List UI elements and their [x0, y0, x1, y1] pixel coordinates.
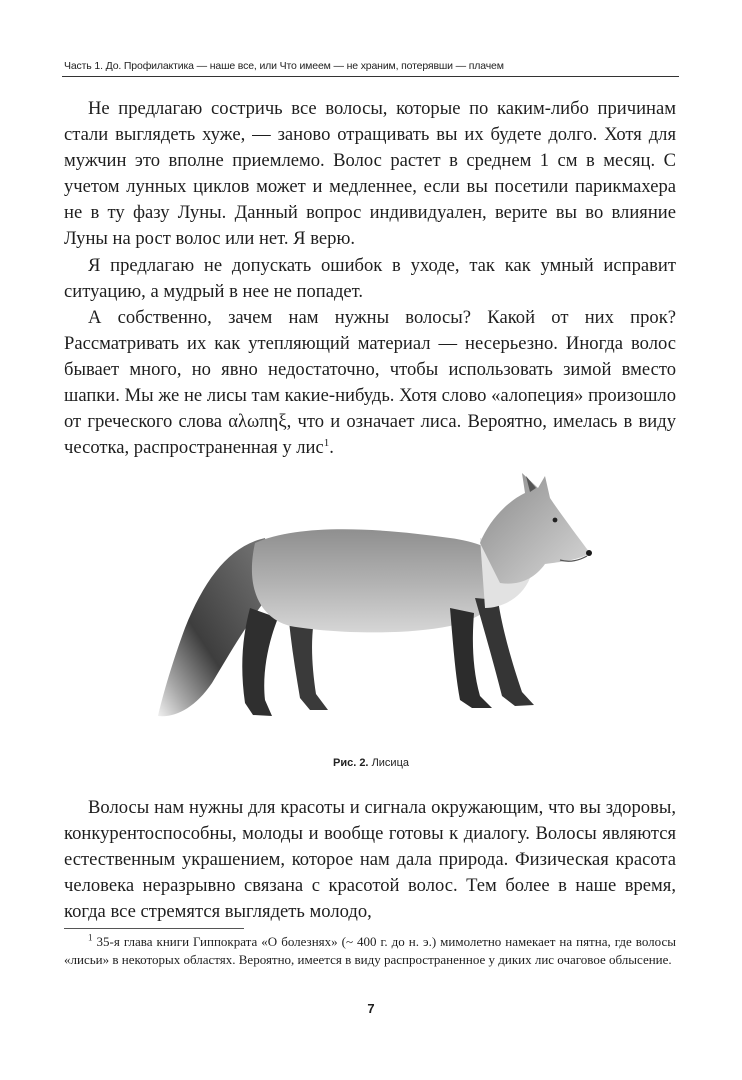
fox-hind-leg-left	[242, 608, 278, 716]
fox-figure	[150, 468, 595, 730]
paragraph-3: А собственно, зачем нам нужны волосы? Какой от них прок? Рассматривать их как утепляющий материал — несерьезно. Иногда волос бывает много, но явно недостаточно, чтобы использовать зимой вместо шапки. Мы же не лисы там какие-нибудь. Хотя слово «алопеция» произошло от греческого слова αλωπηξ, что и означает лиса. Вероятно, имелась в виду чесотка, распространенная у лис$^1$.	[64, 306, 676, 459]
figure-caption-label: Рис. 2.	[332, 757, 369, 769]
footnote-ref: 1	[323, 437, 330, 450]
fox-nose	[586, 550, 592, 556]
footnote	[64, 933, 676, 968]
fox-body	[252, 529, 515, 632]
page-number: 7	[367, 1001, 375, 1016]
paragraph-2: Я предлагаю не допускать ошибок в уходе, так как умный исправит ситуацию, а мудрый в нее не попадет.	[64, 254, 676, 302]
fox-front-leg-right	[475, 598, 534, 706]
fox-head	[480, 473, 590, 584]
figure-caption	[0, 757, 742, 769]
fox-illustration	[150, 468, 595, 730]
paragraph-1: Не предлагаю состричь все волосы, которые по каким-либо причинам стали выглядеть хуже, — заново отращивать вы их будете долго. Хотя для мужчин это вполне приемлемо. Волос растет в среднем 1 см в месяц. С учетом лунных циклов может и медленнее, если вы посетили парикмахера не в ту фазу Луны. Данный вопрос индивидуален, верите вы во влияние Луны на рост волос или нет. Я верю.	[64, 98, 676, 250]
paragraph-3-text: А собственно, зачем нам нужны волосы? Какой от них прок? Рассматривать их как утепляющий материал — несерьезно. Иногда волос бывает много, но явно недостаточно, чтобы использовать зимой вместо шапки. Мы же не лисы там какие-нибудь. Хотя слово «алопеция» произошло от греческого слова αλωπηξ, что и означает лиса. Вероятно, имелась в виду чесотка, распространенная у лис	[64, 306, 676, 459]
header-rule	[62, 76, 679, 77]
figure-caption-text: Лисица	[371, 757, 409, 769]
fox-eye	[553, 518, 558, 523]
paragraph-4: Волосы нам нужны для красоты и сигнала окружающим, что вы здоровы, конкурентоспособны, молоды и вообще готовы к диалогу. Волосы являются естественным украшением, которое нам дала природа. Физическая красота человека неразрывно связана с красотой волос. Тем более в наше время, когда все стремятся выглядеть молодо,	[64, 797, 676, 923]
body-text-bottom	[64, 795, 676, 925]
running-head: Часть 1. До. Профилактика — наше все, или Что имеем — не храним, потерявши — плачем	[64, 60, 504, 72]
footnote-text: 35-я глава книги Гиппократа «О болезнях» (~ 400 г. до н. э.) мимолетно намекает на пятна, где волосы «лисьи» в некоторых областях. Вероятно, имеется в виду распространенное у диких лис очаговое облысение.	[64, 934, 676, 967]
body-text-top	[64, 96, 676, 461]
footnote-rule	[64, 928, 244, 929]
footnote-paragraph	[64, 933, 676, 968]
footnote-marker: 1	[88, 932, 93, 943]
